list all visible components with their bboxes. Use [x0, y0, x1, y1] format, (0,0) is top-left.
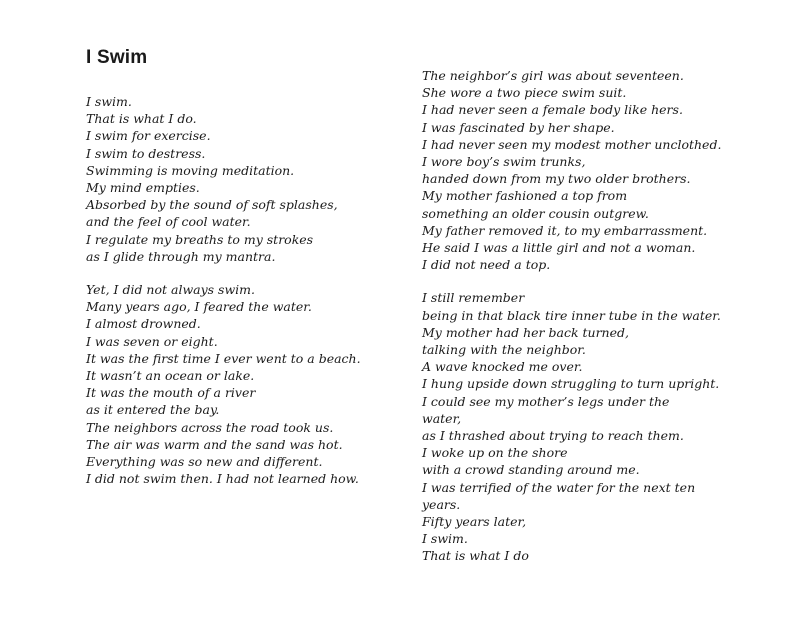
poem-line: Everything was so new and different. [86, 454, 323, 470]
poem-line: The neighbors across the road took us. [86, 419, 334, 435]
poem-line: years. [422, 496, 461, 512]
poem-line: It was the first time I ever went to a beach. [86, 350, 361, 366]
poem-line: I did not need a top. [422, 257, 551, 273]
poem-line: My mother had her back turned, [422, 324, 629, 340]
poem-line: He said I was a little girl and not a woman. [422, 240, 696, 256]
poem-line: The air was warm and the sand was hot. [86, 436, 343, 452]
poem-line: I hung upside down struggling to turn upright. [422, 376, 720, 392]
poem-line: That is what I do. [86, 111, 197, 127]
poem-line: That is what I do [422, 548, 529, 564]
poem-line: as it entered the bay. [86, 402, 220, 418]
poem-stanza [86, 93, 361, 265]
poem-line: I regulate my breaths to my strokes [86, 231, 314, 247]
poem-line: I still remember [422, 290, 525, 306]
poem-stanza [422, 67, 721, 273]
poem-left-column [86, 93, 361, 503]
poem-line: The neighbor’s girl was about seventeen. [422, 68, 684, 83]
poem-line: I was seven or eight. [86, 333, 218, 349]
poem-line: I did not swim then. I had not learned how. [86, 471, 359, 487]
poem-line: Absorbed by the sound of soft splashes, [86, 197, 338, 213]
poem-line: I had never seen a female body like hers. [422, 102, 683, 118]
poem-line: I almost drowned. [86, 316, 201, 332]
poem-line: Yet, I did not always swim. [86, 282, 255, 298]
poem-line: My mind empties. [86, 180, 200, 196]
poem-line: I swim. [86, 94, 132, 109]
poem-line: She wore a two piece swim suit. [422, 85, 627, 101]
poem-line: A wave knocked me over. [422, 359, 583, 375]
poem-line: as I thrashed about trying to reach them. [422, 428, 684, 444]
poem-stanza [86, 281, 361, 487]
poem-right-column [422, 67, 721, 581]
poem-line: I swim. [422, 531, 468, 547]
poem-line: My mother fashioned a top from [422, 188, 628, 204]
poem-line: Swimming is moving meditation. [86, 162, 295, 178]
poem-line: something an older cousin outgrew. [422, 205, 649, 221]
poem-line: Fifty years later, [422, 514, 527, 530]
poem-line: with a crowd standing around me. [422, 462, 640, 478]
poem-line: I swim for exercise. [86, 128, 211, 144]
poem-line: I could see my mother’s legs under the [422, 393, 670, 409]
poem-line: I woke up on the shore [422, 445, 568, 461]
poem-line: It wasn’t an ocean or lake. [86, 368, 255, 384]
poem-stanza [422, 289, 721, 564]
poem-line: It was the mouth of a river [86, 385, 256, 401]
poem-line: I was terrified of the water for the next ten [422, 479, 696, 495]
poem-line: I was fascinated by her shape. [422, 119, 615, 135]
poem-line: handed down from my two older brothers. [422, 171, 691, 187]
poem-line: water, [422, 410, 462, 426]
poem-line: I wore boy’s swim trunks, [422, 154, 586, 170]
poem-line: Many years ago, I feared the water. [86, 299, 312, 315]
poem-line: and the feel of cool water. [86, 214, 251, 230]
poem-line: as I glide through my mantra. [86, 248, 276, 264]
poem-line: being in that black tire inner tube in the water. [422, 307, 721, 323]
poem-line: My father removed it, to my embarrassment. [422, 222, 708, 238]
poem-line: I swim to destress. [86, 145, 206, 161]
poem-line: I had never seen my modest mother unclothed. [422, 136, 722, 152]
poem-title: I Swim [86, 47, 148, 68]
poem-line: talking with the neighbor. [422, 342, 586, 358]
